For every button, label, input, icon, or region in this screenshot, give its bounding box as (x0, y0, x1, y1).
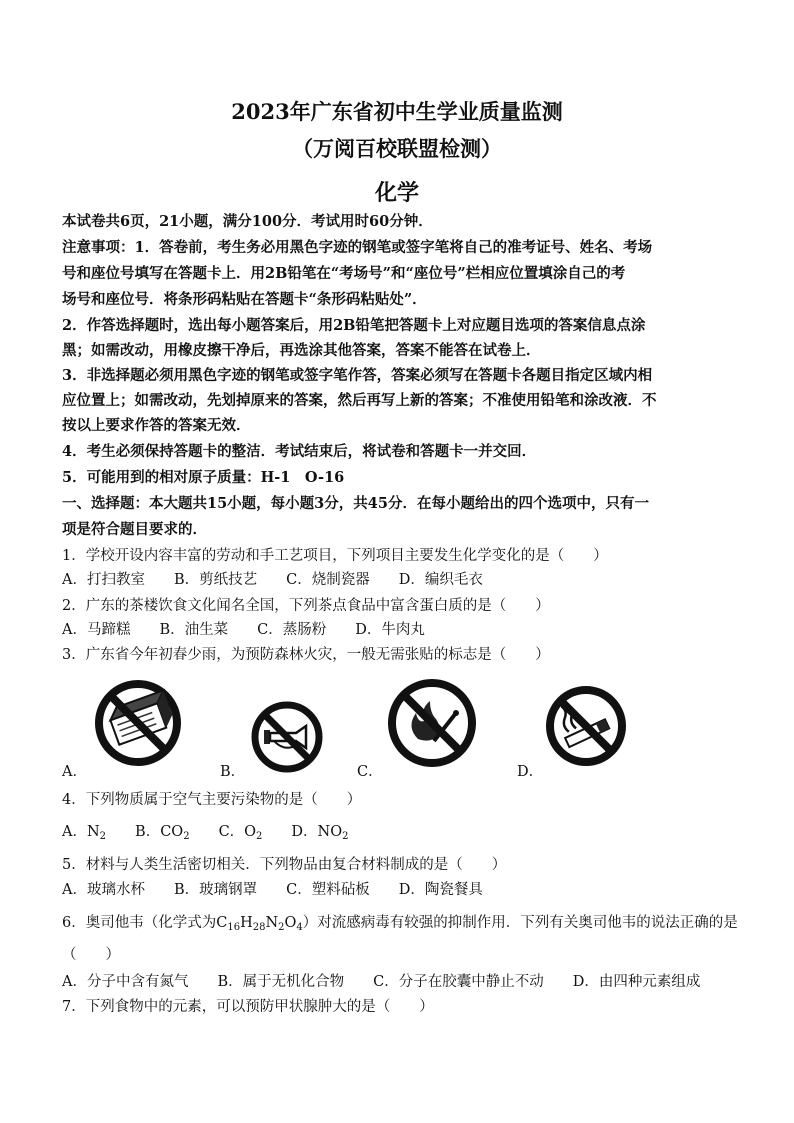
intro-line: 号和座位号填写在答题卡上．用2B铅笔在“考场号”和“座位号”栏相应位置填涂自己的考 (62, 265, 626, 282)
question-1-options: A．打扫教室 B．剪纸技艺 C．烧制瓷器 D．编织毛衣 (62, 572, 483, 588)
q6-text: N (265, 915, 279, 931)
question-2: 2．广东的茶楼饮食文化闻名全国，下列茶点食品中富含蛋白质的是（ ） (62, 598, 550, 614)
intro-line: 本试卷共6页，21小题，满分100分．考试用时60分钟． (62, 213, 433, 230)
intro-line: 黑；如需改动，用橡皮擦干净后，再选涂其他答案，答案不能答在试卷上． (62, 342, 541, 359)
subscript: 2 (256, 831, 263, 842)
question-3-label-d: D． (517, 764, 544, 780)
intro-line: 2．作答选择题时，选出每小题答案后，用2B铅笔把答题卡上对应题目选项的答案信息点涂 (62, 317, 646, 334)
question-6-options: A．分子中含有氮气 B．属于无机化合物 C．分子在胶囊中静止不动 D．由四种元素组成 (62, 974, 701, 990)
question-6-paren: （ ） (62, 947, 120, 963)
q6-text: O (284, 915, 297, 931)
question-3-label-a: A． (62, 764, 87, 780)
question-4: 4．下列物质属于空气主要污染物的是（ ） (62, 792, 362, 808)
option-b: B．CO (135, 824, 184, 840)
option-a: A．N (62, 824, 100, 840)
no-smoking-icon (544, 684, 628, 768)
intro-line: 4．考生必须保持答题卡的整洁．考试结束后，将试卷和答题卡一并交回． (62, 443, 537, 460)
question-3-label-b: B． (220, 764, 246, 780)
intro-line: 注意事项：1．答卷前，考生务必用黑色字迹的钢笔或签字笔将自己的准考证号、姓名、考场 (62, 239, 653, 256)
subscript: 28 (252, 922, 266, 933)
question-1: 1．学校开设内容丰富的劳动和手工艺项目，下列项目主要发生化学变化的是（ ） (62, 548, 608, 564)
subscript: 2 (99, 831, 107, 842)
section-heading: 项是符合题目要求的． (62, 521, 207, 538)
intro-line: 应位置上；如需改动，先划掉原来的答案，然后再写上新的答案；不准使用铅笔和涂改液．不 (62, 392, 657, 409)
intro-line: 场号和座位号．将条形码粘贴在答题卡“条形码粘贴处”． (62, 291, 427, 308)
no-fire-icon (386, 677, 478, 769)
question-7: 7．下列食物中的元素，可以预防甲状腺肿大的是（ ） (62, 999, 434, 1015)
option-d: D．NO (291, 824, 343, 840)
q6-text: H (240, 915, 253, 931)
intro-line: 3．非选择题必须用黑色字迹的钢笔或签字笔作答，答案必须写在答题卡各题目指定区域内相 (62, 367, 653, 384)
exam-subtitle: （万阅百校联盟检测） (292, 136, 502, 161)
question-5-options: A．玻璃水杯 B．玻璃钢罩 C．塑料砧板 D．陶瓷餐具 (62, 882, 483, 898)
subscript: 2 (278, 922, 285, 933)
exam-title: 2023年广东省初中生学业质量监测 (231, 99, 563, 124)
question-3-label-c: C． (357, 764, 383, 780)
question-4-options (62, 822, 742, 847)
no-matches-icon (93, 678, 183, 768)
subscript: 16 (227, 922, 241, 933)
question-2-options: A．马蹄糕 B．油生菜 C．蒸肠粉 D．牛肉丸 (62, 622, 425, 638)
question-5: 5．材料与人类生活密切相关．下列物品由复合材料制成的是（ ） (62, 857, 507, 873)
q6-text: ）对流感病毒有较强的抑制作用．下列有关奥司他韦的说法正确的是 (302, 915, 738, 931)
subscript: 4 (296, 922, 303, 933)
intro-line: 5．可能用到的相对原子质量：H-1 O-16 (62, 469, 345, 486)
q6-text: 6．奥司他韦（化学式为C (62, 915, 228, 931)
section-heading: 一、选择题：本大题共15小题，每小题3分，共45分．在每小题给出的四个选项中，只有一 (62, 495, 649, 512)
intro-line: 按以上要求作答的答案无效． (62, 417, 251, 434)
question-6 (62, 913, 742, 938)
subject-title: 化学 (374, 180, 419, 206)
question-3: 3．广东省今年初春少雨，为预防森林火灾，一般无需张贴的标志是（ ） (62, 647, 550, 663)
no-horn-icon (250, 700, 324, 774)
option-c: C．O (218, 824, 257, 840)
subscript: 2 (183, 831, 190, 842)
subscript: 2 (342, 831, 349, 842)
